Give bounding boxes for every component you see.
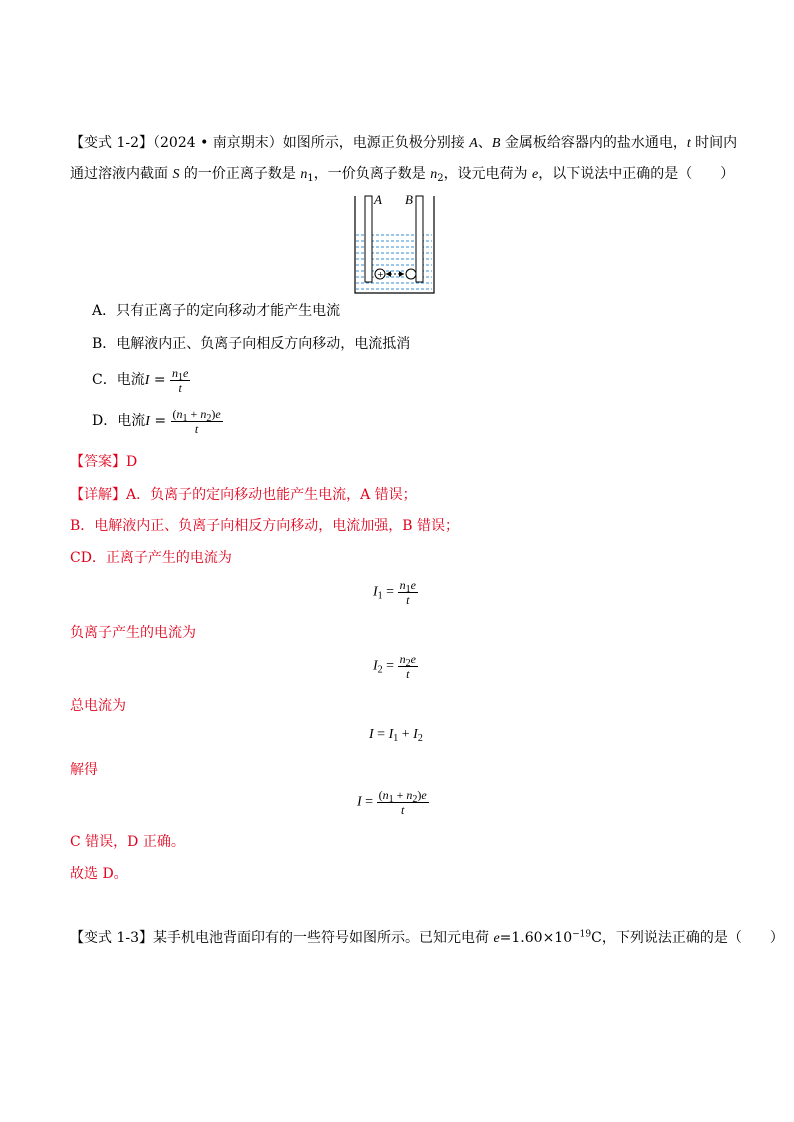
- detail-line-3: CD．正离子产生的电流为: [70, 550, 232, 566]
- option-d: D．电流I = $\frac{(n_1 + n_2)e}{t}$: [92, 406, 221, 436]
- question-stem-line-2: 通过溶液内截面 S 的一价正离子数是 $n_1$，一价负离子数是 $n_2$，设元电荷为 e，以下说法中正确的是（ ）: [70, 166, 735, 184]
- svg-text:+: +: [377, 270, 384, 279]
- equation-i2: $I_2$ = $\frac{n_2e}{t}$: [373, 652, 416, 681]
- metal-plate-b: [416, 196, 423, 282]
- question-tag: 【变式 1-2】: [70, 135, 153, 151]
- metal-plate-a: [365, 196, 372, 282]
- plate-label-b: B: [405, 192, 413, 207]
- detail-line-4: 负离子产生的电流为: [70, 625, 196, 641]
- equation-result: I = $\frac{(n_1 + n_2)e}{t}$: [357, 788, 427, 817]
- detail-line-5: 总电流为: [70, 698, 126, 714]
- question-1-3-stem: 【变式 1-3】某手机电池背面印有的一些符号如图所示。已知元电荷 $e=1.60\times 10^{-19}C$，下列说法正确的是（ ）: [70, 929, 784, 946]
- option-a: A．只有正离子的定向移动才能产生电流: [92, 303, 341, 319]
- negative-ion-icon: [406, 269, 416, 279]
- question-source: （2024 • 南京期末）: [153, 135, 283, 151]
- equation-total: $I = I_1 + I_2$: [369, 727, 423, 744]
- detail-line-8: 故选 D。: [70, 866, 128, 882]
- electrolysis-figure: [345, 190, 445, 296]
- question-stem-line-1: 【变式 1-2】（2024 • 南京期末）如图所示，电源正负极分别接 A、B 金属板给容器内的盐水通电，t 时间内: [70, 135, 738, 151]
- answer-line: 【答案】D: [70, 454, 138, 470]
- plate-label-a: A: [374, 192, 382, 207]
- fraction: $\frac{n_1e}{t}$: [172, 365, 189, 395]
- fraction: $\frac{(n_1 + n_2)e}{t}$: [172, 406, 221, 436]
- option-b: B．电解液内正、负离子向相反方向移动，电流抵消: [92, 336, 411, 352]
- equation-i1: $I_1$ = $\frac{n_1e}{t}$: [373, 578, 416, 607]
- detail-line-6: 解得: [70, 762, 98, 778]
- detail-line-7: C 错误，D 正确。: [70, 834, 185, 850]
- detail-line-1: 【详解】A．负离子的定向移动也能产生电流，A 错误；: [70, 487, 417, 503]
- option-c: C．电流I = $\frac{n_1e}{t}$: [92, 365, 189, 395]
- question-tag: 【变式 1-3】: [70, 930, 153, 946]
- detail-line-2: B．电解液内正、负离子向相反方向移动，电流加强，B 错误；: [70, 518, 460, 534]
- arrow-head-icon: [399, 271, 404, 277]
- arrow-head-icon: [386, 271, 391, 277]
